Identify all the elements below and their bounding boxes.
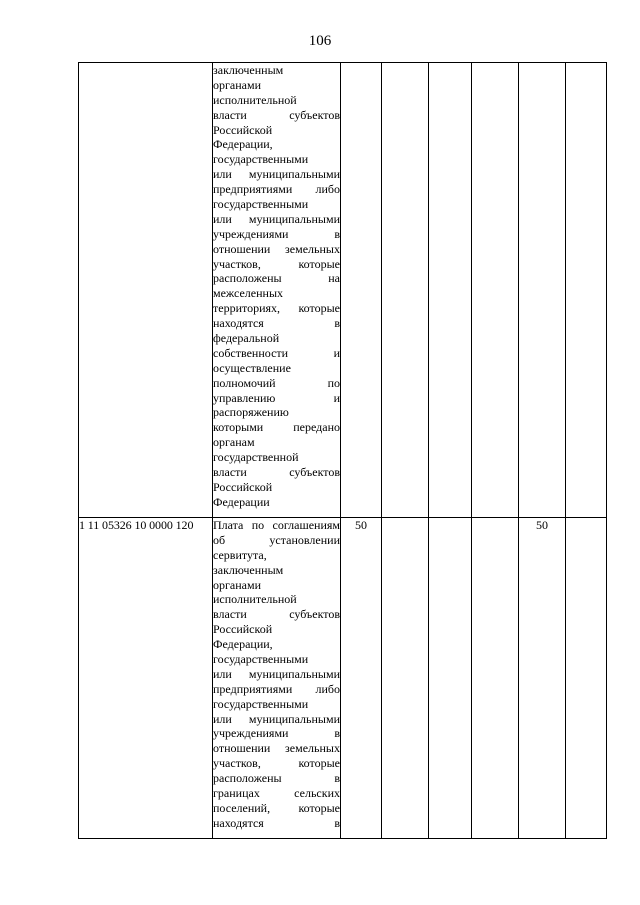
- row-value: [341, 63, 382, 518]
- name-line: Федерации,: [213, 137, 273, 152]
- name-line: органами: [213, 77, 262, 92]
- name-line: государственными: [213, 652, 309, 667]
- table-row: [79, 63, 607, 518]
- name-line: государственной: [213, 450, 299, 465]
- name-line: власти субъектов: [213, 607, 340, 622]
- name-line: находятся в: [213, 815, 340, 830]
- name-line: заключенным: [213, 63, 284, 77]
- name-line: или муниципальными: [213, 711, 340, 726]
- name-line: органами: [213, 577, 262, 592]
- budget-table: [78, 62, 607, 839]
- name-line: участков, которые: [213, 256, 340, 271]
- name-line: или муниципальными: [213, 666, 340, 681]
- row-value: [429, 518, 472, 839]
- name-line: полномочий по: [213, 375, 340, 390]
- name-line: предприятиями либо: [213, 681, 340, 696]
- name-line: учреждениями в: [213, 226, 340, 241]
- row-value: [382, 518, 429, 839]
- row-name: [213, 63, 341, 518]
- row-code: [79, 63, 213, 518]
- row-value: [472, 63, 519, 518]
- name-line: межселенных: [213, 286, 284, 301]
- name-line: или муниципальными: [213, 167, 340, 182]
- name-line: государственными: [213, 152, 309, 167]
- name-line: находятся в: [213, 316, 340, 331]
- row-value: [429, 63, 472, 518]
- row-value: 50: [519, 518, 566, 839]
- row-code: 1 11 05326 10 0000 120: [79, 518, 213, 839]
- name-line: осуществление: [213, 360, 291, 375]
- name-line: отношении земельных: [213, 741, 340, 756]
- name-line: государственными: [213, 696, 309, 711]
- name-line: государственными: [213, 197, 309, 212]
- name-line: об установлении: [213, 532, 340, 547]
- name-line: которыми передано: [213, 420, 340, 435]
- row-name: [213, 518, 341, 839]
- name-line: расположены в: [213, 771, 340, 786]
- row-value: [566, 63, 607, 518]
- row-value: [472, 518, 519, 839]
- row-value: [382, 63, 429, 518]
- row-value: 50: [341, 518, 382, 839]
- name-line: собственности и: [213, 345, 340, 360]
- name-line: Плата по соглашениям: [213, 518, 340, 532]
- name-line: сервитута,: [213, 547, 267, 562]
- name-line: Федерации: [213, 494, 270, 509]
- page-number: 106: [308, 33, 332, 49]
- name-line: Российской: [213, 122, 273, 137]
- name-line: федеральной: [213, 331, 280, 346]
- name-line: предприятиями либо: [213, 182, 340, 197]
- table-row: [79, 518, 607, 839]
- name-line: отношении земельных: [213, 241, 340, 256]
- name-line: расположены на: [213, 271, 340, 286]
- name-line: участков, которые: [213, 756, 340, 771]
- name-line: или муниципальными: [213, 211, 340, 226]
- row-value: [566, 518, 607, 839]
- name-line: Российской: [213, 622, 273, 637]
- row-value: [519, 63, 566, 518]
- name-line: границах сельских: [213, 786, 340, 801]
- name-line: исполнительной: [213, 592, 297, 607]
- name-line: территориях, которые: [213, 301, 340, 316]
- name-line: учреждениями в: [213, 726, 340, 741]
- name-line: власти субъектов: [213, 107, 340, 122]
- name-line: распоряжению: [213, 405, 289, 420]
- name-line: исполнительной: [213, 92, 297, 107]
- name-line: органам: [213, 435, 255, 450]
- name-line: управлению и: [213, 390, 340, 405]
- name-line: власти субъектов: [213, 465, 340, 480]
- name-line: заключенным: [213, 562, 284, 577]
- name-line: поселений, которые: [213, 800, 340, 815]
- name-line: Российской: [213, 479, 273, 494]
- name-line: Федерации,: [213, 637, 273, 652]
